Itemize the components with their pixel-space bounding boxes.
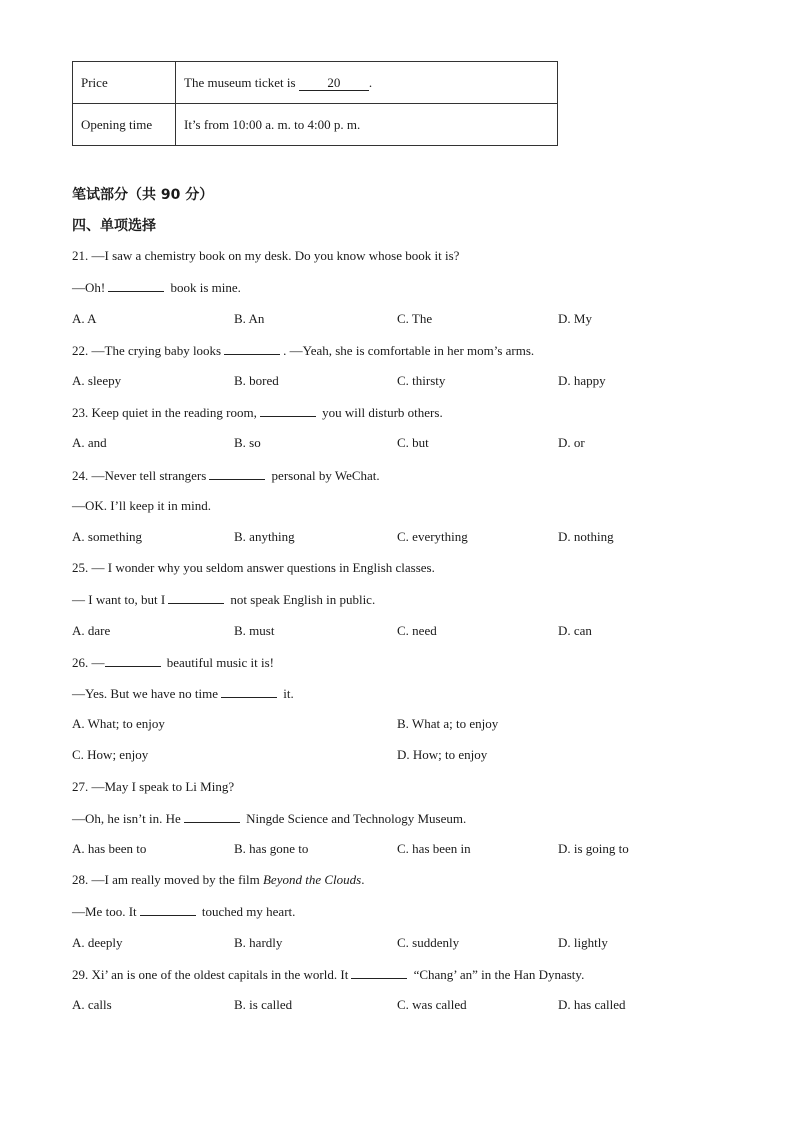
question-29-options [72,997,712,1015]
option-d: D. nothing [558,529,614,544]
option-c: C. suddenly [397,935,460,950]
option-b: B. An [234,311,265,326]
option-b: B. is called [234,997,293,1012]
option-a: A. calls [72,997,112,1012]
option-c: C. everything [397,529,468,544]
question-24-stem: 24. —Never tell strangers personal by WeChat. [72,468,380,483]
question-27-options [72,841,712,859]
option-a: A. A [72,311,97,326]
option-a: A. something [72,529,143,544]
question-22-stem: 22. —The crying baby looks . —Yeah, she is comfortable in her mom’s arms. [72,343,535,358]
price-suffix: . [368,74,373,90]
table-value-price [176,62,558,104]
answer-blank [351,966,407,979]
table-label-price: Price [73,62,176,104]
question-26-stem: 26. — beautiful music it is! [72,655,274,670]
option-a: A. What; to enjoy [72,716,165,731]
question-24-options [72,529,712,547]
answer-blank [184,810,240,823]
table-row [73,62,558,104]
option-d: D. has called [558,997,626,1012]
option-d: D. can [558,623,592,638]
question-26-reply: —Yes. But we have no time it. [72,686,294,701]
info-table [72,61,558,146]
question-26-options-row1 [72,716,712,734]
question-26-options-row2 [72,747,712,765]
option-b: B. bored [234,373,279,388]
question-27-stem: 27. —May I speak to Li Ming? [72,779,235,794]
option-c: C. has been in [397,841,471,856]
question-28-reply: —Me too. It touched my heart. [72,904,296,919]
option-a: A. and [72,435,107,450]
option-a: A. deeply [72,935,123,950]
answer-blank [105,654,161,667]
table-row [73,104,558,146]
table-label-opening-time: Opening time [73,104,176,146]
question-28-stem: 28. —I am really moved by the film Beyond the Clouds. [72,872,365,887]
film-title: Beyond the Clouds [262,872,362,887]
answer-blank [221,685,277,698]
option-b: B. What a; to enjoy [397,716,499,731]
question-27-reply: —Oh, he isn’t in. He Ningde Science and Technology Museum. [72,811,467,826]
option-a: A. has been to [72,841,147,856]
option-c: C. was called [397,997,467,1012]
price-prefix: The museum ticket is [184,74,296,90]
answer-blank [224,342,280,355]
question-25-reply: — I want to, but I not speak English in public. [72,592,376,607]
price-answer: 20 [299,76,369,91]
option-c: C. How; enjoy [72,747,149,762]
answer-blank [140,903,196,916]
question-21-options [72,311,712,329]
option-c: C. but [397,435,429,450]
option-b: B. hardly [234,935,283,950]
question-24-reply: —OK. I’ll keep it in mind. [72,498,212,513]
option-a: A. sleepy [72,373,122,388]
option-d: D. How; to enjoy [397,747,488,762]
answer-blank [168,591,224,604]
option-d: D. is going to [558,841,629,856]
section-title: 笔试部分（共 90 分） [72,187,214,203]
answer-blank [209,467,265,480]
question-22-options [72,373,712,391]
option-c: C. The [397,311,433,326]
table-value-opening-time: It’s from 10:00 a. m. to 4:00 p. m. [176,104,558,146]
part-title: 四、单项选择 [72,218,156,234]
option-b: B. anything [234,529,295,544]
option-c: C. need [397,623,437,638]
question-21-reply: —Oh! book is mine. [72,280,241,295]
option-d: D. or [558,435,585,450]
option-d: D. lightly [558,935,608,950]
question-21-stem: 21. —I saw a chemistry book on my desk. Do you know whose book it is? [72,248,460,263]
option-a: A. dare [72,623,111,638]
option-b: B. must [234,623,275,638]
question-25-options [72,623,712,641]
question-28-options [72,935,712,953]
question-23-options [72,435,712,453]
option-c: C. thirsty [397,373,446,388]
option-d: D. happy [558,373,606,388]
question-23-stem: 23. Keep quiet in the reading room, you will disturb others. [72,405,443,420]
answer-blank [108,279,164,292]
option-b: B. has gone to [234,841,309,856]
question-29-stem: 29. Xi’ an is one of the oldest capitals in the world. It “Chang’ an” in the Han Dynasty. [72,967,585,982]
question-25-stem: 25. — I wonder why you seldom answer questions in English classes. [72,560,435,575]
answer-blank [260,404,316,417]
option-d: D. My [558,311,592,326]
option-b: B. so [234,435,261,450]
